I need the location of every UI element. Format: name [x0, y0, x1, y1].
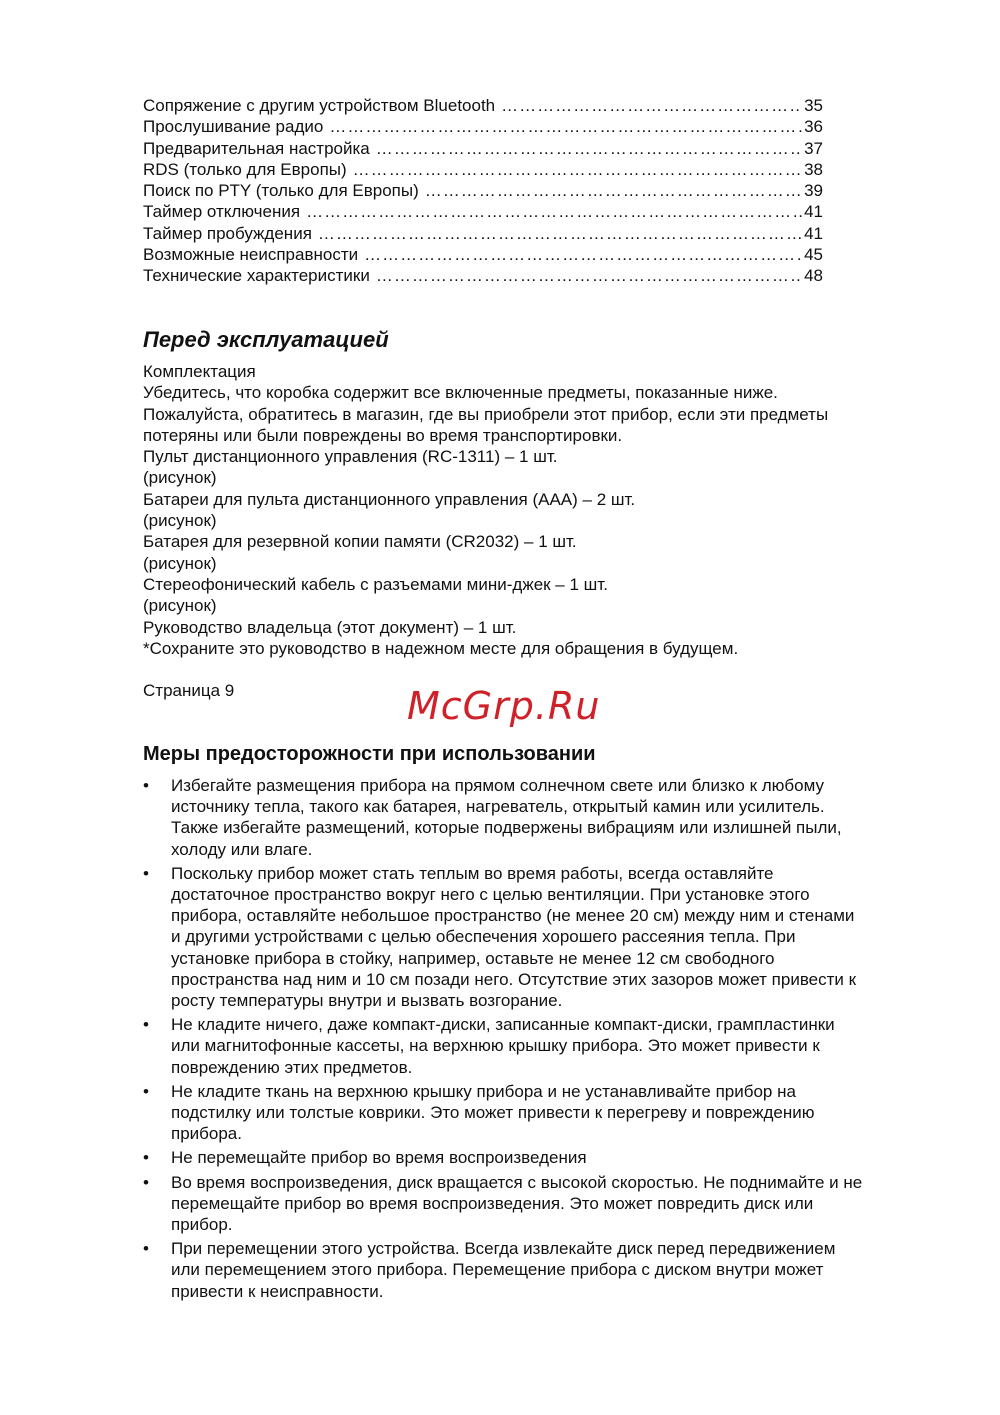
- bullet-icon: •: [143, 1081, 149, 1101]
- toc-entry-title: Технические характеристики: [143, 266, 370, 286]
- toc-entry-title: Сопряжение с другим устройством Bluetooth: [143, 96, 496, 115]
- toc-entry[interactable]: [143, 180, 823, 201]
- toc-entry-title: Поиск по PTY (только для Европы): [143, 181, 419, 201]
- toc-leader-dots: [306, 201, 802, 222]
- list-item-text: Не перемещайте прибор во время воспроизведения: [171, 1148, 587, 1168]
- list-item-text: Во время воспроизведения, диск вращается с высокой скоростью. Не поднимайте и не перемещайте прибор во время воспроизведения. Это может повредить диск или прибор.: [171, 1172, 863, 1235]
- list-item: [143, 1172, 943, 1236]
- toc-entry-title: Предварительная настройка: [143, 138, 370, 158]
- bullet-icon: •: [143, 776, 149, 795]
- toc-leader-dots: [364, 244, 802, 265]
- toc-entry[interactable]: [143, 223, 823, 244]
- toc-entry-title: Таймер отключения: [143, 202, 301, 222]
- list-item: [143, 775, 943, 860]
- list-item: [143, 1014, 943, 1078]
- toc-entry-page: 39: [804, 181, 823, 201]
- toc-entry-page: 48: [804, 266, 823, 286]
- toc-entry-title: Возможные неисправности: [143, 245, 359, 265]
- list-item-text: Не кладите ничего, даже компакт-диски, записанные компакт-диски, грампластинки или магнитофонные кассеты, на верхнюю крышку прибора. Это может привести к повреждению этих предметов.: [171, 1015, 835, 1077]
- list-item: [143, 1147, 943, 1168]
- list-item-text: Поскольку прибор может стать теплым во время работы, всегда оставляйте достаточное пространство вокруг него с целью вентиляции. При установке этого прибора, оставляйте небольшое пространство (не менее 20 см) между ним и стенами и другими устройствами с целью обеспечения хорошего рассеяния тепла. При установке прибора в стойку, например, оставьте не менее 12 см свободного пространства над ним и 10 см позади него. Отсутствие этих зазоров может привести к росту температуры внутри и вызвать возгорание.: [171, 863, 857, 1011]
- toc-leader-dots: [318, 223, 802, 244]
- precautions-list: [143, 775, 943, 1305]
- toc-entry-title: RDS (только для Европы): [143, 159, 347, 179]
- toc-entry-title: Таймер пробуждения: [143, 223, 312, 243]
- package-contents-text: Комплектация Убедитесь, что коробка содержит все включенные предметы, показанные ниже. Пожалуйста, обратитесь в магазин, где вы приобрели этот прибор, если эти предметы потеряны или были повреждены во время транспортировки. Пульт дистанционного управления (RC-1311) – 1 шт. (рисунок) Батареи для пульта дистанционного управления (AAA) – 2 шт. (рисунок) Батарея для резервной копии памяти (CR2032) – 1 шт. (рисунок) Стереофонический кабель с разъемами мини-джек – 1 шт. (рисунок) Руководство владельца (этот документ) – 1 шт. *Сохраните это руководство в надежном месте для обращения в будущем.: [143, 362, 829, 658]
- list-item: [143, 1238, 943, 1302]
- bullet-icon: •: [143, 1172, 149, 1192]
- table-of-contents: [143, 95, 823, 287]
- toc-entry-page: 37: [804, 138, 823, 158]
- toc-entry-page: 45: [804, 245, 823, 265]
- list-item-text: Не кладите ткань на верхнюю крышку прибора и не устанавливайте прибор на подстилку или толстые коврики. Это может привести к перегреву и повреждению прибора.: [171, 1081, 815, 1144]
- toc-entry[interactable]: [143, 244, 823, 265]
- list-item-text: Избегайте размещения прибора на прямом солнечном свете или близко к любому источнику тепла, такого как батарея, нагреватель, открытый камин или усилитель. Также избегайте размещений, которые подвержены вибрациям или излишней пыли, холоду или влаге.: [171, 776, 842, 859]
- toc-leader-dots: [425, 180, 802, 201]
- toc-leader-dots: [329, 116, 802, 137]
- toc-entry[interactable]: [143, 265, 823, 286]
- toc-entry[interactable]: [143, 138, 823, 159]
- toc-leader-dots: [353, 159, 802, 180]
- toc-entry-title: Прослушивание радио: [143, 117, 324, 137]
- toc-entry[interactable]: [143, 116, 823, 137]
- toc-entry-page: 41: [804, 202, 823, 222]
- toc-entry-page: 35: [804, 96, 823, 115]
- list-item: [143, 1081, 943, 1145]
- section-heading-precautions: Меры предосторожности при использовании: [143, 743, 596, 765]
- toc-leader-dots: [376, 265, 802, 286]
- page-label: Страница 9: [143, 681, 235, 700]
- list-item-text: При перемещении этого устройства. Всегда извлекайте диск перед передвижением или перемещением этого прибора. Перемещение прибора с диском внутри может привести к неисправности.: [171, 1239, 836, 1301]
- toc-leader-dots: [376, 138, 802, 159]
- bullet-icon: •: [143, 1015, 149, 1035]
- section-heading-before-use: Перед эксплуатацией: [143, 327, 389, 352]
- bullet-icon: •: [143, 1239, 149, 1259]
- toc-entry[interactable]: [143, 201, 823, 222]
- toc-entry-page: 36: [804, 117, 823, 137]
- toc-entry[interactable]: [143, 95, 823, 116]
- bullet-icon: •: [143, 863, 149, 883]
- bullet-icon: •: [143, 1148, 149, 1168]
- toc-entry-page: 38: [804, 159, 823, 179]
- toc-entry-page: 41: [804, 223, 823, 243]
- list-item: [143, 863, 943, 1011]
- toc-entry[interactable]: [143, 159, 823, 180]
- watermark-logo: McGrp.Ru: [407, 684, 601, 728]
- toc-leader-dots: [501, 95, 802, 116]
